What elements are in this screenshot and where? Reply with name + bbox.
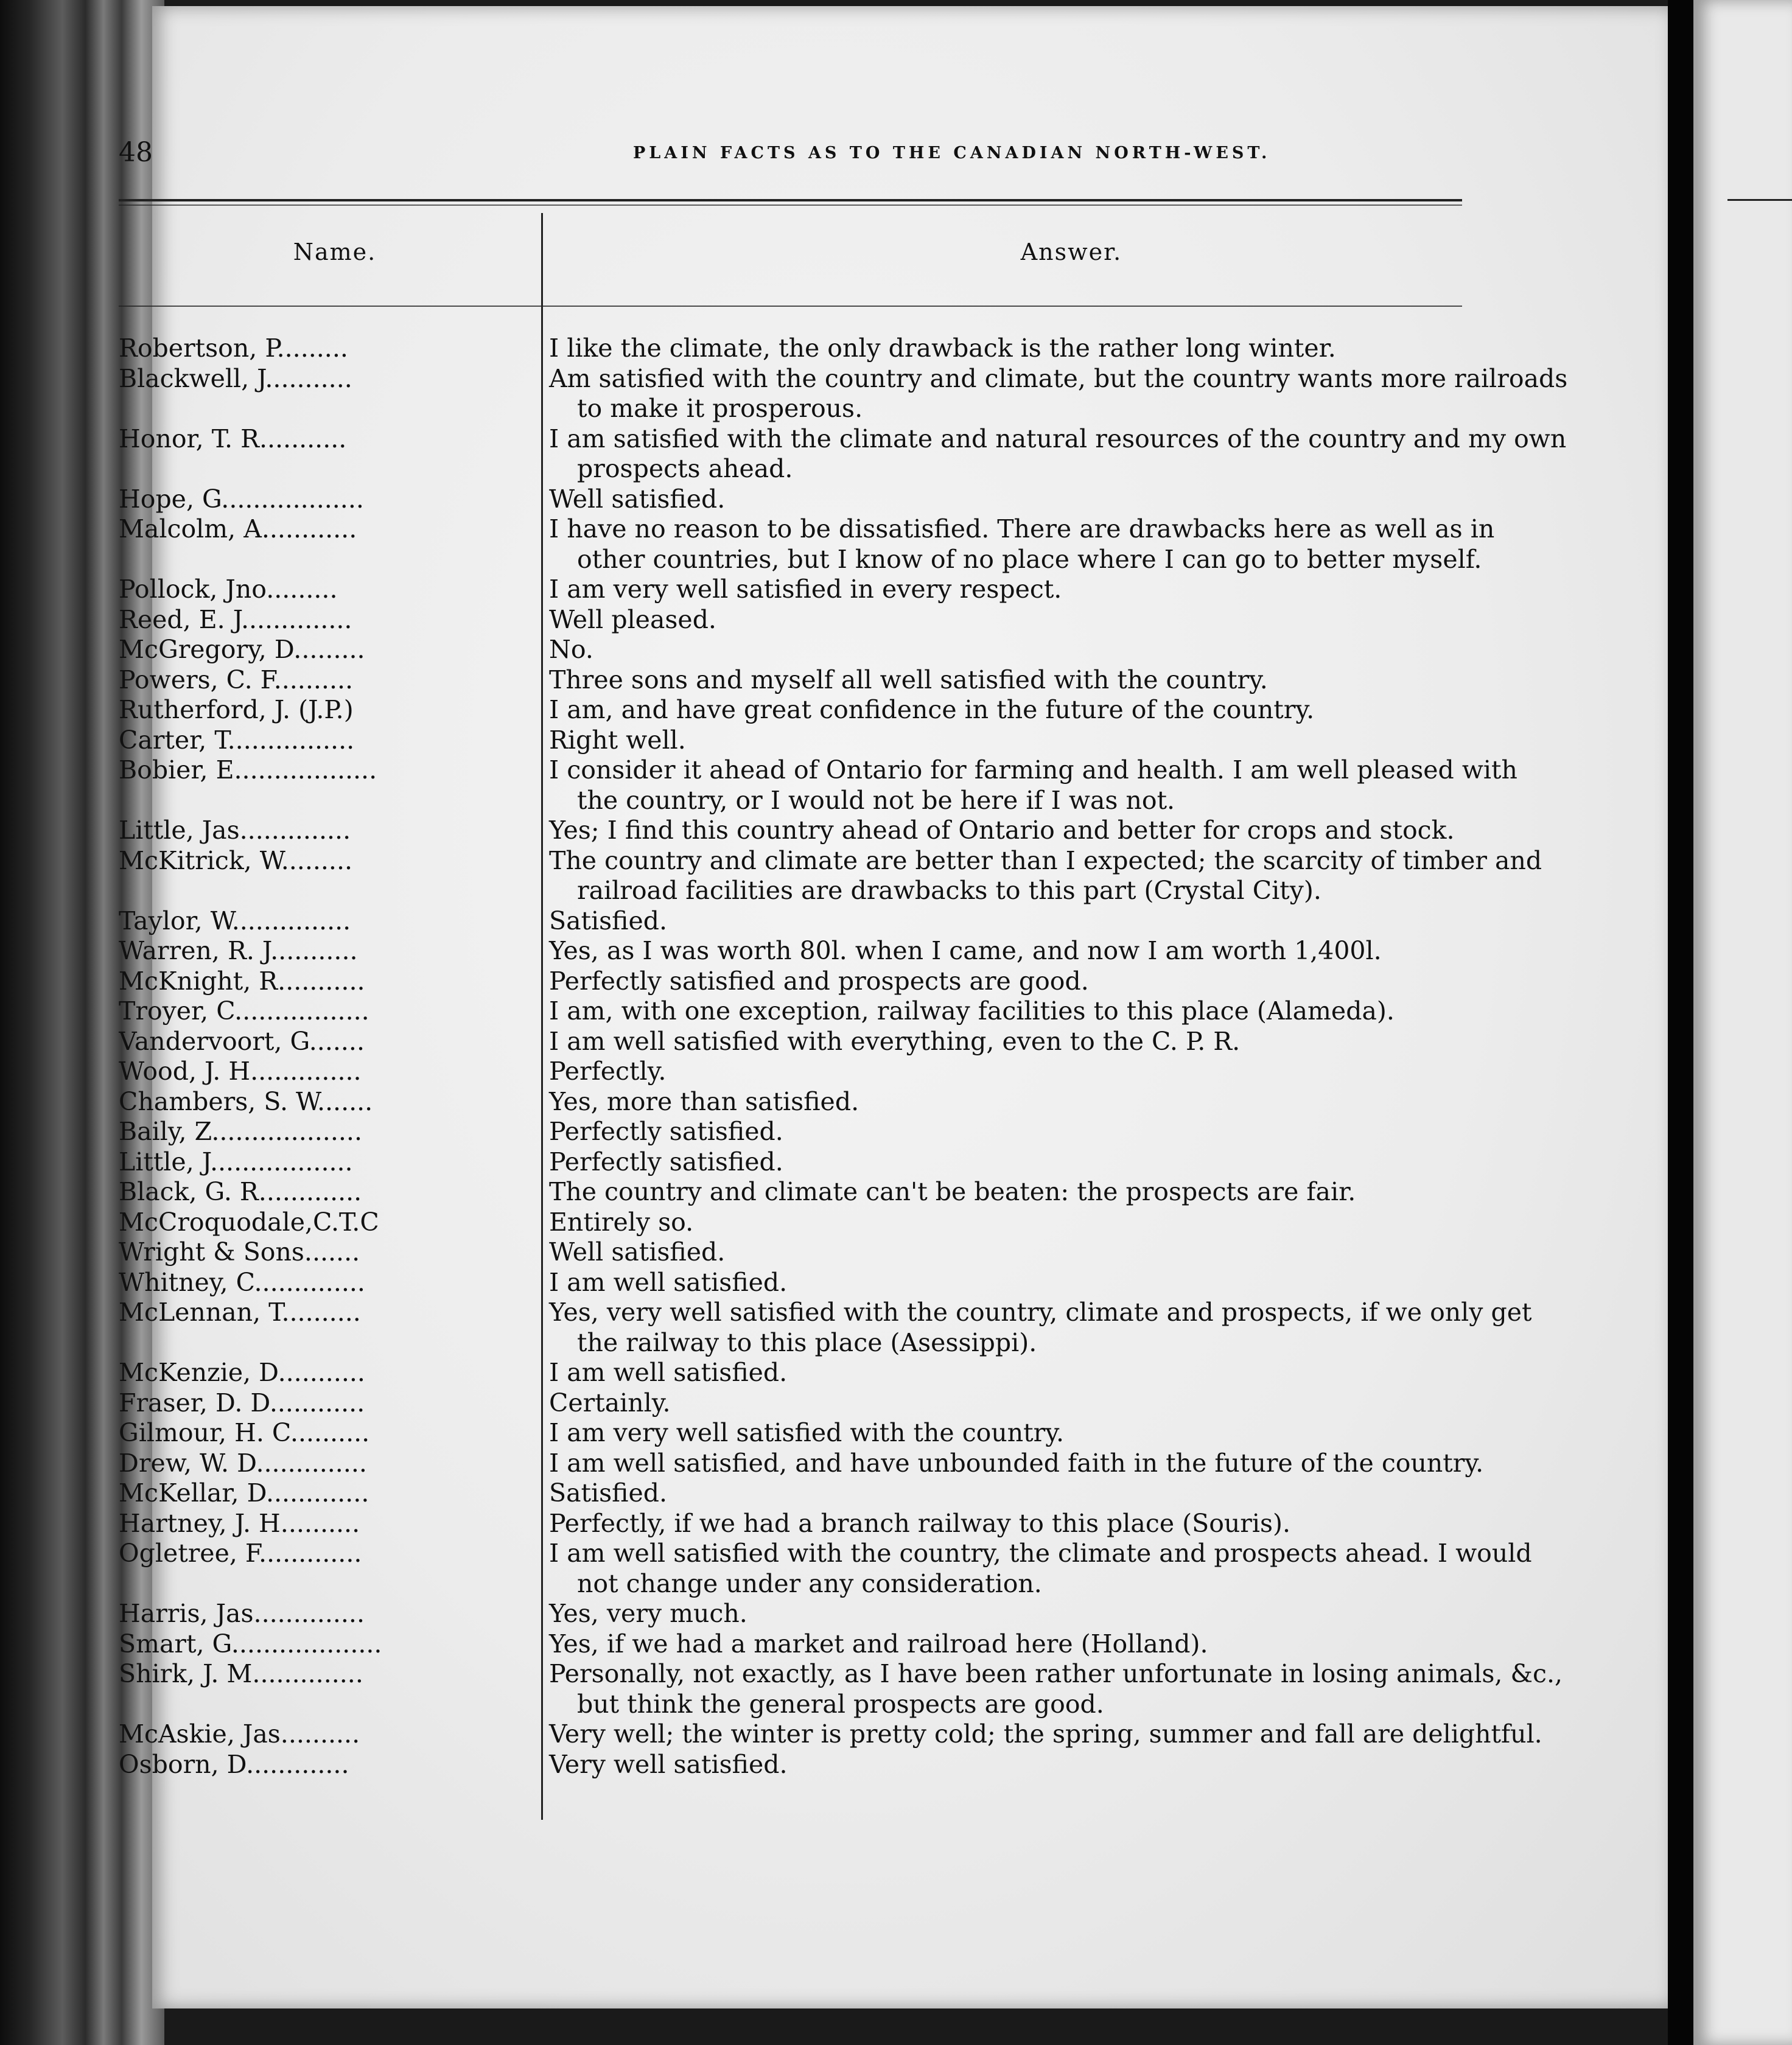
respondent-name: McCroquodale,C.T.C [119, 1207, 379, 1237]
respondent-name: Reed, E. J.............. [119, 604, 352, 634]
respondent-answer [541, 484, 1616, 515]
respondent-name: McKitrick, W......... [119, 845, 353, 875]
respondent-name: McGregory, D......... [119, 635, 365, 664]
respondent-answer [541, 1177, 1616, 1208]
respondent-name: Whitney, C.............. [119, 1267, 365, 1297]
table-row [119, 1027, 1616, 1057]
respondent-answer [541, 1208, 1616, 1238]
respondent-name: Chambers, S. W....... [119, 1086, 373, 1116]
respondent-answer [541, 1449, 1616, 1479]
respondent-answer [541, 996, 1616, 1027]
respondent-answer [541, 1087, 1616, 1117]
answer-line: Perfectly satisfied. [549, 1117, 783, 1146]
answer-line: other countries, but I know of no place where I can go to better myself. [577, 544, 1482, 574]
table-row [119, 1478, 1616, 1509]
table-row [119, 364, 1616, 424]
respondent-answer [541, 1750, 1616, 1780]
answer-line: No. [549, 635, 593, 664]
respondent-answer [541, 1629, 1616, 1660]
table-row [119, 1599, 1616, 1629]
table-row [119, 1087, 1616, 1117]
respondent-name: Honor, T. R........... [119, 424, 347, 453]
answer-line: Yes; I find this country ahead of Ontario and better for crops and stock. [549, 816, 1455, 845]
answer-line: the railway to this place (Asessippi). [577, 1327, 1037, 1357]
respondent-answer [541, 1659, 1616, 1719]
page-number: 48 [119, 137, 153, 168]
answer-line: Perfectly, if we had a branch railway to this place (Souris). [549, 1508, 1291, 1538]
answer-line: I have no reason to be dissatisfied. There are drawbacks here as well as in [549, 514, 1495, 544]
answer-line: Certainly. [549, 1388, 671, 1418]
table-row [119, 1539, 1616, 1599]
answer-line: railroad facilities are drawbacks to this part (Crystal City). [577, 876, 1321, 905]
respondent-name: McLennan, T.......... [119, 1298, 361, 1327]
respondent-name: Hope, G.................. [119, 484, 364, 514]
respondent-name: Rutherford, J. (J.P.) [119, 695, 354, 724]
respondent-name: Wright & Sons....... [119, 1237, 360, 1267]
respondent-answer [541, 695, 1616, 725]
respondent-name: Black, G. R............. [119, 1177, 362, 1206]
answer-line: Very well satisfied. [549, 1749, 788, 1779]
table-row [119, 755, 1616, 816]
respondent-answer [541, 1509, 1616, 1539]
table-row [119, 1750, 1616, 1780]
answer-line: to make it prosperous. [577, 394, 863, 423]
answer-line: I consider it ahead of Ontario for farming and health. I am well pleased with [549, 755, 1517, 785]
answer-line: Yes, as I was worth 80l. when I came, and now I am worth 1,400l. [549, 936, 1382, 965]
respondent-name: McKellar, D............. [119, 1478, 369, 1508]
table-row [119, 1659, 1616, 1719]
answer-line: Yes, very much. [549, 1599, 747, 1628]
column-header-rule [119, 306, 1462, 307]
respondent-name: Shirk, J. M.............. [119, 1659, 363, 1688]
respondent-name: Malcolm, A............ [119, 514, 357, 544]
answer-line: Well satisfied. [549, 1237, 726, 1267]
respondent-answer [541, 967, 1616, 997]
answer-line: Am satisfied with the country and climate, but the country wants more railroads [549, 363, 1568, 393]
answer-line: I am well satisfied with everything, even to the C. P. R. [549, 1026, 1241, 1056]
table-row [119, 725, 1616, 756]
answer-line: the country, or I would not be here if I was not. [577, 785, 1175, 815]
respondent-name: Little, J.................. [119, 1147, 353, 1176]
answer-line: I am well satisfied, and have unbounded faith in the future of the country. [549, 1448, 1484, 1478]
respondent-name: Baily, Z................... [119, 1117, 362, 1146]
table-row [119, 665, 1616, 696]
answer-line: Yes, very well satisfied with the country, climate and prospects, if we only get [549, 1298, 1532, 1327]
table-row [119, 1388, 1616, 1419]
respondent-name: Harris, Jas.............. [119, 1599, 365, 1628]
respondent-name: Smart, G................... [119, 1629, 382, 1659]
answer-line: I am well satisfied. [549, 1267, 788, 1297]
respondent-answer [541, 1298, 1616, 1358]
respondent-answer [541, 936, 1616, 967]
respondent-answer [541, 906, 1616, 937]
table-row [119, 1629, 1616, 1660]
answer-line: Right well. [549, 725, 686, 755]
respondent-name: Hartney, J. H.......... [119, 1508, 360, 1538]
table-row [119, 1147, 1616, 1178]
table-row [119, 1418, 1616, 1449]
table-row [119, 605, 1616, 635]
header-rule-thin [119, 204, 1462, 206]
table-row [119, 1208, 1616, 1238]
header-rule-thick [119, 199, 1462, 201]
table-row [119, 334, 1616, 364]
respondent-answer [541, 575, 1616, 605]
respondent-answer [541, 1539, 1616, 1599]
respondent-name: Vandervoort, G....... [119, 1026, 365, 1056]
answer-line: I am well satisfied with the country, the climate and prospects ahead. I would [549, 1539, 1532, 1568]
right-page-rule [1727, 199, 1792, 201]
respondent-answer [541, 605, 1616, 635]
table-row [119, 936, 1616, 967]
answer-line: Satisfied. [549, 906, 668, 935]
answer-line: I am well satisfied. [549, 1358, 788, 1387]
respondent-name: Troyer, C................. [119, 996, 369, 1026]
table-row [119, 1268, 1616, 1298]
respondent-answer [541, 1117, 1616, 1147]
respondent-answer [541, 725, 1616, 756]
answer-line: Perfectly satisfied. [549, 1147, 783, 1176]
page-gutter [1668, 0, 1693, 2045]
respondent-name: McAskie, Jas.......... [119, 1719, 360, 1749]
answer-line: Well pleased. [549, 604, 716, 634]
respondent-name: Bobier, E.................. [119, 755, 377, 785]
table-row [119, 1449, 1616, 1479]
answer-line: Personally, not exactly, as I have been rather unfortunate in losing animals, &c., [549, 1659, 1563, 1688]
respondent-answer [541, 424, 1616, 484]
answer-line: I am, with one exception, railway facilities to this place (Alameda). [549, 996, 1395, 1026]
respondent-name: McKenzie, D........... [119, 1358, 365, 1387]
table-row [119, 635, 1616, 665]
answer-line: prospects ahead. [577, 454, 793, 483]
answer-line: not change under any consideration. [577, 1568, 1042, 1598]
table-row [119, 1719, 1616, 1750]
respondent-name: Pollock, Jno......... [119, 575, 338, 604]
right-page [1693, 0, 1792, 2045]
answer-column-header: Answer. [1020, 239, 1122, 265]
respondent-answer [541, 1418, 1616, 1449]
respondent-name: Taylor, W............... [119, 906, 351, 935]
table-row [119, 1177, 1616, 1208]
answer-line: I am very well satisfied in every respect. [549, 575, 1062, 604]
table-row [119, 484, 1616, 515]
respondent-name: Wood, J. H.............. [119, 1057, 362, 1086]
respondent-answer [541, 755, 1616, 816]
respondent-name: McKnight, R........... [119, 966, 365, 996]
respondent-answer [541, 514, 1616, 575]
table-row [119, 846, 1616, 906]
table-row [119, 816, 1616, 846]
answer-line: Entirely so. [549, 1207, 694, 1237]
answer-line: Well satisfied. [549, 484, 726, 514]
table-row [119, 967, 1616, 997]
table-row [119, 575, 1616, 605]
answer-line: Yes, if we had a market and railroad here (Holland). [549, 1629, 1208, 1659]
respondent-answer [541, 1237, 1616, 1268]
answers-table [119, 334, 1616, 1780]
table-row [119, 424, 1616, 484]
respondent-name: Blackwell, J........... [119, 363, 352, 393]
answer-line: Perfectly satisfied and prospects are good. [549, 966, 1089, 996]
respondent-answer [541, 1388, 1616, 1419]
respondent-answer [541, 635, 1616, 665]
respondent-answer [541, 1478, 1616, 1509]
respondent-answer [541, 846, 1616, 906]
respondent-name: Drew, W. D.............. [119, 1448, 367, 1478]
answer-line: The country and climate are better than I expected; the scarcity of timber and [549, 845, 1542, 875]
respondent-name: Robertson, P......... [119, 334, 348, 363]
answer-line: Perfectly. [549, 1057, 667, 1086]
answer-line: The country and climate can't be beaten: the prospects are fair. [549, 1177, 1356, 1206]
answer-line: I am, and have great confidence in the future of the country. [549, 695, 1315, 724]
respondent-answer [541, 1358, 1616, 1388]
running-head: PLAIN FACTS AS TO THE CANADIAN NORTH-WEST. [633, 144, 1271, 163]
respondent-name: Osborn, D............. [119, 1749, 349, 1779]
table-row [119, 695, 1616, 725]
respondent-answer [541, 334, 1616, 364]
respondent-answer [541, 816, 1616, 846]
answer-line: Satisfied. [549, 1478, 668, 1508]
table-row [119, 1358, 1616, 1388]
respondent-answer [541, 364, 1616, 424]
respondent-answer [541, 1599, 1616, 1629]
respondent-name: Fraser, D. D............ [119, 1388, 365, 1418]
answer-line: Very well; the winter is pretty cold; the spring, summer and fall are delightful. [549, 1719, 1542, 1749]
table-row [119, 1057, 1616, 1087]
table-row [119, 514, 1616, 575]
answer-line: I like the climate, the only drawback is the rather long winter. [549, 334, 1336, 363]
respondent-answer [541, 1719, 1616, 1750]
table-row [119, 1298, 1616, 1358]
respondent-name: Carter, T................ [119, 725, 355, 755]
table-row [119, 996, 1616, 1027]
table-row [119, 1509, 1616, 1539]
answer-line: Three sons and myself all well satisfied with the country. [549, 665, 1268, 694]
respondent-name: Ogletree, F............. [119, 1539, 362, 1568]
table-row [119, 906, 1616, 937]
respondent-name: Gilmour, H. C.......... [119, 1418, 370, 1447]
respondent-answer [541, 1268, 1616, 1298]
respondent-answer [541, 665, 1616, 696]
answer-line: I am very well satisfied with the country. [549, 1418, 1065, 1447]
answer-line: I am satisfied with the climate and natural resources of the country and my own [549, 424, 1567, 453]
answer-line: but think the general prospects are good. [577, 1689, 1104, 1719]
respondent-answer [541, 1147, 1616, 1178]
table-row [119, 1117, 1616, 1147]
respondent-name: Little, Jas.............. [119, 816, 351, 845]
respondent-answer [541, 1057, 1616, 1087]
respondent-name: Powers, C. F.......... [119, 665, 354, 694]
answer-line: Yes, more than satisfied. [549, 1086, 859, 1116]
respondent-answer [541, 1027, 1616, 1057]
table-row [119, 1237, 1616, 1268]
name-column-header: Name. [293, 239, 377, 265]
respondent-name: Warren, R. J........... [119, 936, 358, 965]
